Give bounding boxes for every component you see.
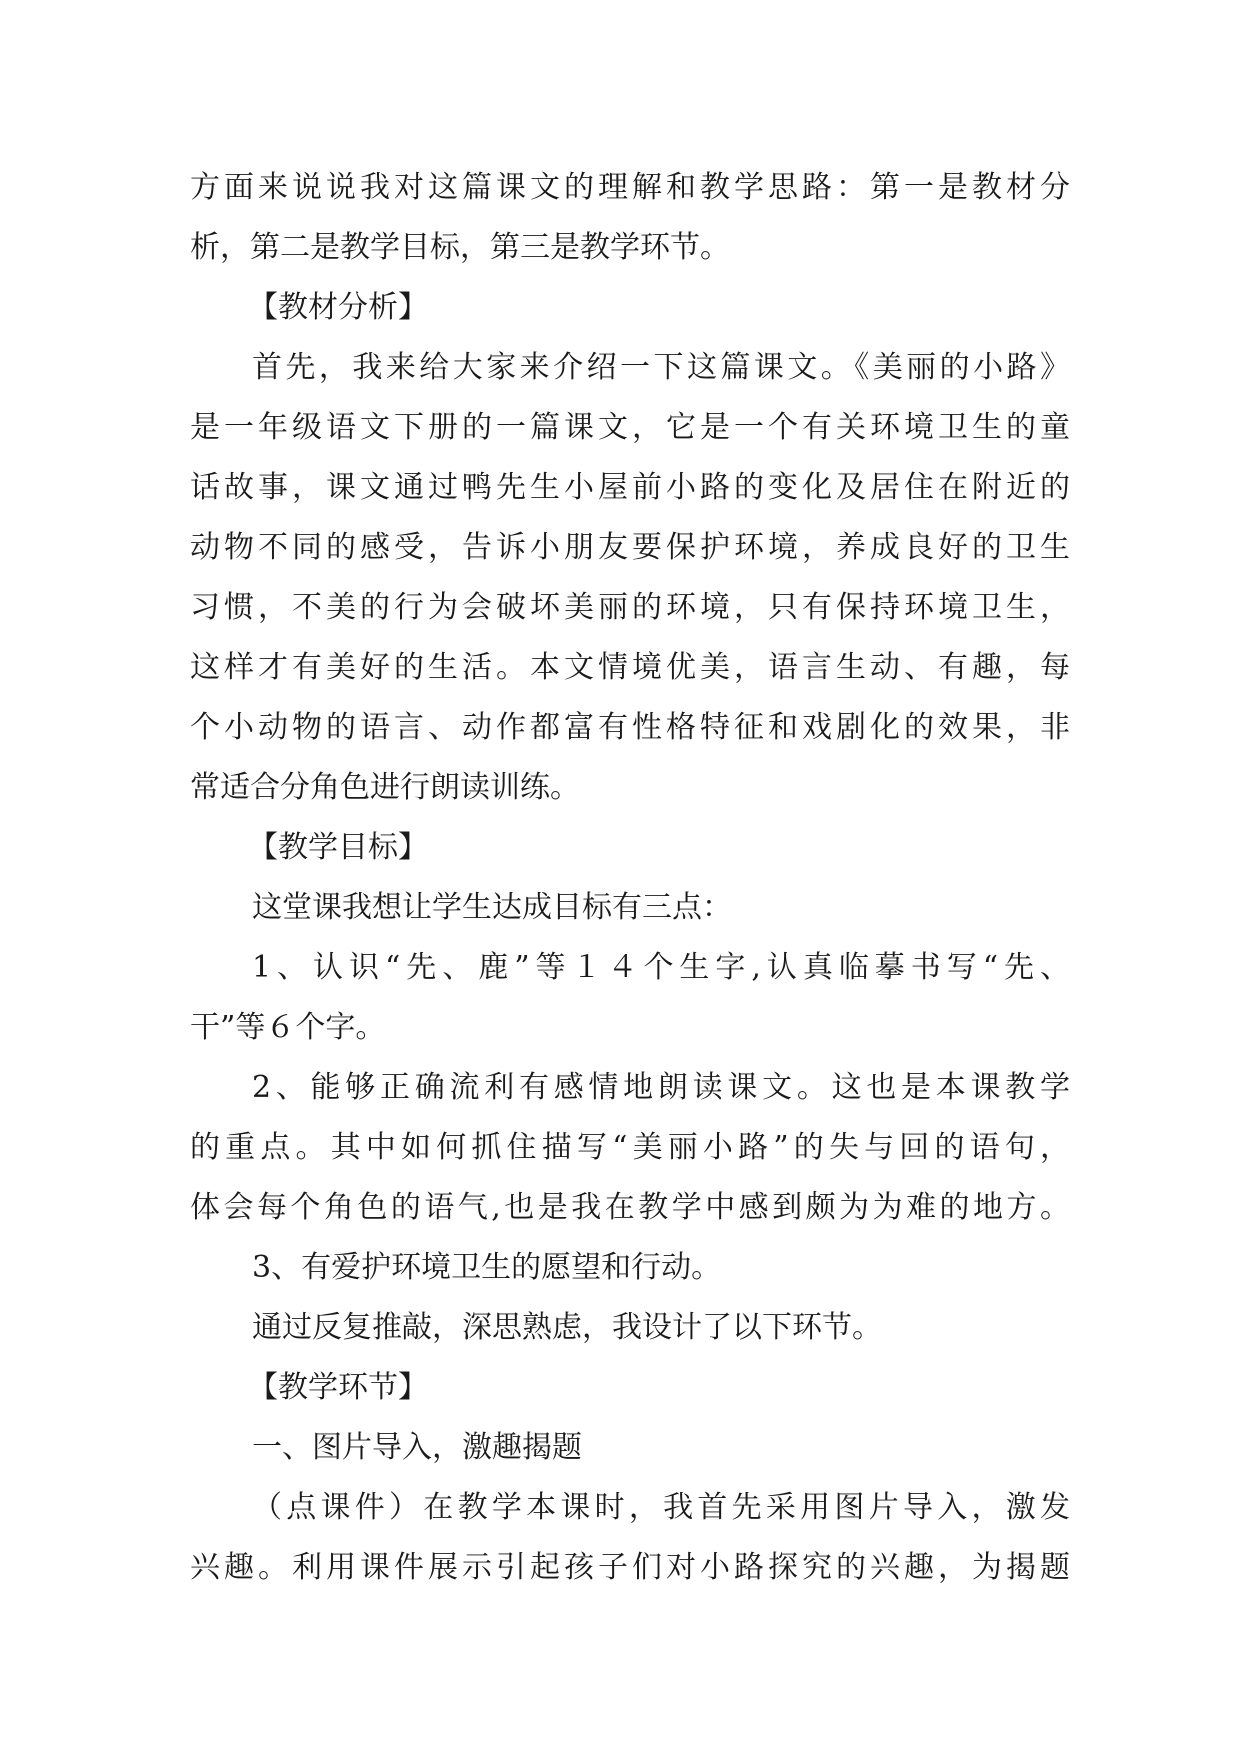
text-line: 是一年级语文下册的一篇课文，它是一个有关环境卫生的童 xyxy=(190,410,1070,445)
text-line: 一、图片导入，激趣揭题 xyxy=(252,1430,582,1465)
text-line: 干”等６个字。 xyxy=(190,1010,386,1045)
text-line: 个小动物的语言、动作都富有性格特征和戏剧化的效果，非 xyxy=(190,710,1070,745)
section-heading: 【教学目标】 xyxy=(248,830,428,865)
text-line: 3、有爱护环境卫生的愿望和行动。 xyxy=(252,1250,722,1285)
text-line: 话故事，课文通过鸭先生小屋前小路的变化及居住在附近的 xyxy=(190,470,1070,505)
text-line: 动物不同的感受，告诉小朋友要保护环境，养成良好的卫生 xyxy=(190,530,1070,565)
text-line: 通过反复推敲，深思熟虑，我设计了以下环节。 xyxy=(252,1310,882,1345)
text-line: （点课件）在教学本课时，我首先采用图片导入，激发 xyxy=(252,1490,1070,1525)
section-heading: 【教材分析】 xyxy=(248,290,428,325)
text-line: 兴趣。利用课件展示引起孩子们对小路探究的兴趣，为揭题 xyxy=(190,1550,1070,1585)
text-line: 体会每个角色的语气,也是我在教学中感到颇为为难的地方。 xyxy=(190,1190,1070,1225)
text-line: 习惯，不美的行为会破坏美丽的环境，只有保持环境卫生， xyxy=(190,590,1070,625)
text-line: 常适合分角色进行朗读训练。 xyxy=(190,770,580,805)
document-body xyxy=(190,158,1070,1598)
text-line: 2、能够正确流利有感情地朗读课文。这也是本课教学 xyxy=(252,1070,1070,1105)
text-line: 这样才有美好的生活。本文情境优美，语言生动、有趣，每 xyxy=(190,650,1070,685)
text-line: 析，第二是教学目标，第三是教学环节。 xyxy=(190,230,730,265)
section-heading: 【教学环节】 xyxy=(248,1370,428,1405)
text-line: 的重点。其中如何抓住描写“美丽小路”的失与回的语句， xyxy=(190,1130,1070,1165)
text-line: 1、认识“先、鹿”等１４个生字,认真临摹书写“先、 xyxy=(252,950,1070,985)
text-line: 方面来说说我对这篇课文的理解和教学思路：第一是教材分 xyxy=(190,170,1070,205)
text-line: 首先，我来给大家来介绍一下这篇课文。《美丽的小路》 xyxy=(252,350,1070,385)
text-line: 这堂课我想让学生达成目标有三点： xyxy=(252,890,732,925)
